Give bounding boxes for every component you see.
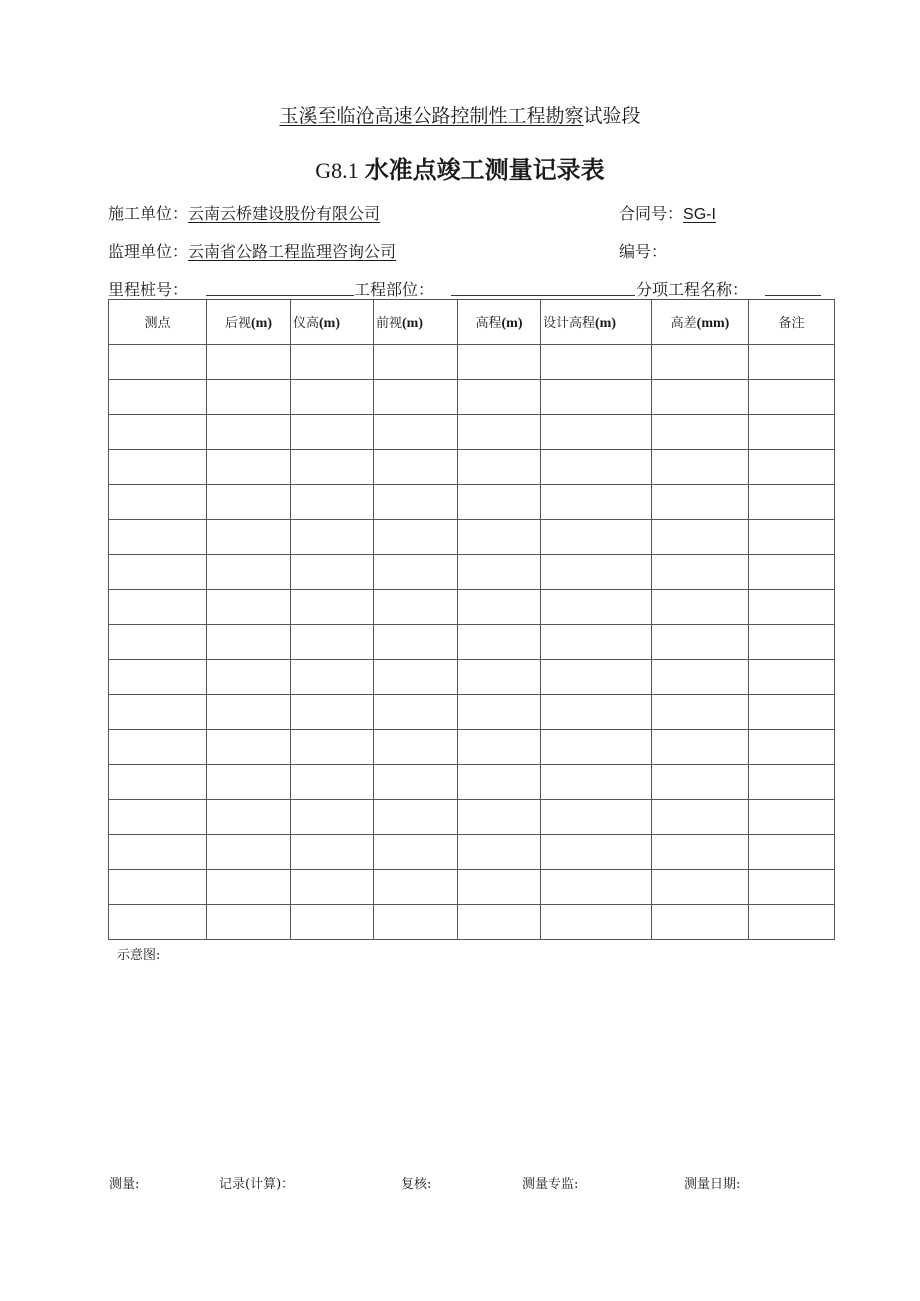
- table-cell[interactable]: [652, 380, 749, 415]
- table-cell[interactable]: [749, 695, 835, 730]
- table-row: [109, 590, 835, 625]
- table-cell[interactable]: [541, 520, 652, 555]
- table-cell[interactable]: [541, 730, 652, 765]
- table-header-row: [109, 300, 835, 345]
- supervision-unit-row: [108, 239, 396, 262]
- signature-date: 测量日期:: [684, 1177, 741, 1192]
- table-cell[interactable]: [458, 800, 541, 835]
- table-cell[interactable]: [374, 380, 458, 415]
- table-cell[interactable]: [291, 555, 374, 590]
- construction-unit-row: [108, 201, 380, 224]
- table-row: [109, 905, 835, 940]
- table-cell[interactable]: [652, 870, 749, 905]
- table-cell[interactable]: [541, 660, 652, 695]
- table-cell[interactable]: [541, 415, 652, 450]
- table-cell[interactable]: [374, 905, 458, 940]
- table-cell[interactable]: [458, 485, 541, 520]
- table-cell[interactable]: [207, 695, 291, 730]
- diagram-label: 示意图:: [117, 948, 161, 963]
- table-cell[interactable]: [749, 380, 835, 415]
- header-design-elevation: 设计高程(m): [541, 300, 652, 345]
- project-title: [0, 101, 920, 128]
- table-cell[interactable]: [652, 450, 749, 485]
- table-cell[interactable]: [207, 450, 291, 485]
- table-cell[interactable]: [374, 800, 458, 835]
- table-cell[interactable]: [109, 520, 207, 555]
- serial-no-row: [619, 239, 667, 262]
- table-cell[interactable]: [207, 380, 291, 415]
- table-cell[interactable]: [458, 380, 541, 415]
- table-cell[interactable]: [207, 730, 291, 765]
- table-cell[interactable]: [291, 765, 374, 800]
- serial-no-label: 编号：: [619, 242, 668, 261]
- table-cell[interactable]: [374, 660, 458, 695]
- table-cell[interactable]: [458, 695, 541, 730]
- table-cell[interactable]: [652, 905, 749, 940]
- table-cell[interactable]: [374, 450, 458, 485]
- table-cell[interactable]: [749, 765, 835, 800]
- contract-no-value: SG-I: [683, 206, 716, 223]
- table-cell[interactable]: [541, 835, 652, 870]
- chainage-row: [108, 277, 188, 300]
- table-cell[interactable]: [109, 450, 207, 485]
- form-title: [0, 150, 920, 185]
- table-cell[interactable]: [541, 555, 652, 590]
- work-location-row: [354, 277, 434, 300]
- table-cell[interactable]: [207, 520, 291, 555]
- table-cell[interactable]: [291, 695, 374, 730]
- table-cell[interactable]: [458, 345, 541, 380]
- table-cell[interactable]: [652, 730, 749, 765]
- subitem-name-label: 分项工程名称：: [636, 280, 749, 299]
- header-backsight: 后视(m): [207, 300, 291, 345]
- header-measure-point: 测点: [109, 300, 207, 345]
- table-cell[interactable]: [109, 800, 207, 835]
- subitem-name-blank: [765, 281, 821, 296]
- table-cell[interactable]: [207, 415, 291, 450]
- table-cell[interactable]: [374, 835, 458, 870]
- table-cell[interactable]: [652, 555, 749, 590]
- table-cell[interactable]: [541, 765, 652, 800]
- table-cell[interactable]: [374, 485, 458, 520]
- table-cell[interactable]: [458, 415, 541, 450]
- table-cell[interactable]: [374, 345, 458, 380]
- table-cell[interactable]: [291, 660, 374, 695]
- table-row: [109, 345, 835, 380]
- table-cell[interactable]: [374, 765, 458, 800]
- table-cell[interactable]: [652, 660, 749, 695]
- construction-unit-label: 施工单位：: [108, 204, 189, 223]
- table-row: [109, 380, 835, 415]
- table-cell[interactable]: [652, 485, 749, 520]
- signature-review: 复核:: [401, 1177, 432, 1192]
- table-row: [109, 625, 835, 660]
- form-code: G8.1: [315, 158, 359, 183]
- table-cell[interactable]: [652, 415, 749, 450]
- table-row: [109, 870, 835, 905]
- table-cell[interactable]: [541, 695, 652, 730]
- header-instrument-height: 仪高(m): [291, 300, 374, 345]
- table-cell[interactable]: [109, 765, 207, 800]
- table-cell[interactable]: [109, 835, 207, 870]
- table-cell[interactable]: [749, 415, 835, 450]
- table-cell[interactable]: [458, 625, 541, 660]
- leveling-record-table: [108, 299, 835, 940]
- table-cell[interactable]: [207, 870, 291, 905]
- table-cell[interactable]: [652, 800, 749, 835]
- construction-unit-value: 云南云桥建设股份有限公司: [188, 204, 381, 223]
- table-cell[interactable]: [374, 415, 458, 450]
- table-cell[interactable]: [458, 590, 541, 625]
- table-cell[interactable]: [749, 450, 835, 485]
- table-cell[interactable]: [458, 870, 541, 905]
- subitem-name-row: [636, 277, 748, 300]
- supervision-unit-label: 监理单位：: [108, 242, 189, 261]
- table-cell[interactable]: [749, 555, 835, 590]
- table-body: [109, 345, 835, 940]
- table-cell[interactable]: [207, 800, 291, 835]
- table-cell[interactable]: [109, 415, 207, 450]
- table-cell[interactable]: [749, 590, 835, 625]
- table-cell[interactable]: [458, 450, 541, 485]
- project-title-main: 玉溪至临沧高速公路控制性工程勘察: [279, 105, 584, 127]
- table-cell[interactable]: [109, 625, 207, 660]
- table-cell[interactable]: [458, 765, 541, 800]
- table-cell[interactable]: [207, 345, 291, 380]
- table-cell[interactable]: [374, 555, 458, 590]
- table-cell[interactable]: [541, 625, 652, 660]
- supervision-unit-value: 云南省公路工程监理咨询公司: [188, 242, 397, 261]
- table-cell[interactable]: [458, 520, 541, 555]
- table-cell[interactable]: [291, 590, 374, 625]
- table-cell[interactable]: [541, 905, 652, 940]
- table-cell[interactable]: [749, 905, 835, 940]
- table-cell[interactable]: [109, 590, 207, 625]
- table-cell[interactable]: [458, 730, 541, 765]
- table-cell[interactable]: [207, 660, 291, 695]
- table-cell[interactable]: [291, 905, 374, 940]
- table-cell[interactable]: [652, 765, 749, 800]
- table-cell[interactable]: [291, 415, 374, 450]
- table-cell[interactable]: [374, 590, 458, 625]
- table-row: [109, 555, 835, 590]
- table-cell[interactable]: [207, 555, 291, 590]
- table-cell[interactable]: [291, 345, 374, 380]
- table-cell[interactable]: [207, 590, 291, 625]
- table-cell[interactable]: [749, 660, 835, 695]
- table-cell[interactable]: [541, 380, 652, 415]
- table-cell[interactable]: [291, 870, 374, 905]
- project-title-suffix: 试验段: [583, 105, 641, 127]
- table-cell[interactable]: [291, 835, 374, 870]
- table-cell[interactable]: [749, 870, 835, 905]
- table-cell[interactable]: [374, 730, 458, 765]
- table-cell[interactable]: [541, 590, 652, 625]
- table-cell[interactable]: [652, 520, 749, 555]
- table-cell[interactable]: [374, 695, 458, 730]
- table-cell[interactable]: [291, 625, 374, 660]
- table-cell[interactable]: [291, 485, 374, 520]
- table-cell[interactable]: [109, 695, 207, 730]
- table-cell[interactable]: [749, 625, 835, 660]
- table-row: [109, 520, 835, 555]
- table-cell[interactable]: [749, 835, 835, 870]
- table-cell[interactable]: [652, 835, 749, 870]
- table-cell[interactable]: [541, 345, 652, 380]
- table-cell[interactable]: [374, 520, 458, 555]
- table-cell[interactable]: [207, 905, 291, 940]
- table-cell[interactable]: [749, 800, 835, 835]
- table-cell[interactable]: [374, 625, 458, 660]
- table-cell[interactable]: [109, 555, 207, 590]
- header-remarks: 备注: [749, 300, 835, 345]
- table-cell[interactable]: [749, 485, 835, 520]
- table-cell[interactable]: [458, 835, 541, 870]
- table-row: [109, 800, 835, 835]
- table-cell[interactable]: [652, 345, 749, 380]
- table-cell[interactable]: [652, 695, 749, 730]
- table-row: [109, 730, 835, 765]
- table-row: [109, 660, 835, 695]
- table-cell[interactable]: [749, 730, 835, 765]
- table-cell[interactable]: [541, 870, 652, 905]
- table-cell[interactable]: [207, 765, 291, 800]
- table-cell[interactable]: [291, 800, 374, 835]
- table-cell[interactable]: [652, 590, 749, 625]
- work-location-blank: [451, 281, 635, 296]
- table-cell[interactable]: [291, 450, 374, 485]
- table-cell[interactable]: [207, 485, 291, 520]
- table-cell[interactable]: [749, 520, 835, 555]
- table-cell[interactable]: [109, 730, 207, 765]
- signature-record: 记录(计算)：: [219, 1177, 295, 1192]
- table-row: [109, 835, 835, 870]
- table-cell[interactable]: [109, 905, 207, 940]
- contract-no-row: [619, 201, 716, 224]
- contract-no-label: 合同号：: [619, 204, 684, 223]
- table-cell[interactable]: [109, 870, 207, 905]
- chainage-blank: [206, 281, 354, 296]
- header-foresight: 前视(m): [374, 300, 458, 345]
- table-cell[interactable]: [109, 380, 207, 415]
- table-cell[interactable]: [749, 345, 835, 380]
- table-cell[interactable]: [541, 800, 652, 835]
- work-location-label: 工程部位：: [354, 280, 435, 299]
- table-cell[interactable]: [458, 660, 541, 695]
- table-row: [109, 485, 835, 520]
- table-row: [109, 765, 835, 800]
- table-cell[interactable]: [541, 485, 652, 520]
- table-row: [109, 695, 835, 730]
- signature-survey: 测量:: [109, 1177, 140, 1192]
- table-row: [109, 415, 835, 450]
- table-cell[interactable]: [109, 345, 207, 380]
- header-height-difference: 高差(mm): [652, 300, 749, 345]
- table-cell[interactable]: [652, 625, 749, 660]
- table-cell[interactable]: [109, 660, 207, 695]
- table-cell[interactable]: [291, 730, 374, 765]
- form-name: 水准点竣工测量记录表: [364, 156, 605, 184]
- table-row: [109, 450, 835, 485]
- table-cell[interactable]: [207, 835, 291, 870]
- table-cell[interactable]: [541, 450, 652, 485]
- table-cell[interactable]: [207, 625, 291, 660]
- table-cell[interactable]: [458, 555, 541, 590]
- table-cell[interactable]: [291, 520, 374, 555]
- table-cell[interactable]: [458, 905, 541, 940]
- signature-supervisor: 测量专监:: [522, 1177, 579, 1192]
- table-cell[interactable]: [374, 870, 458, 905]
- header-elevation: 高程(m): [458, 300, 541, 345]
- table-cell[interactable]: [291, 380, 374, 415]
- table-cell[interactable]: [109, 485, 207, 520]
- chainage-label: 里程桩号：: [108, 280, 189, 299]
